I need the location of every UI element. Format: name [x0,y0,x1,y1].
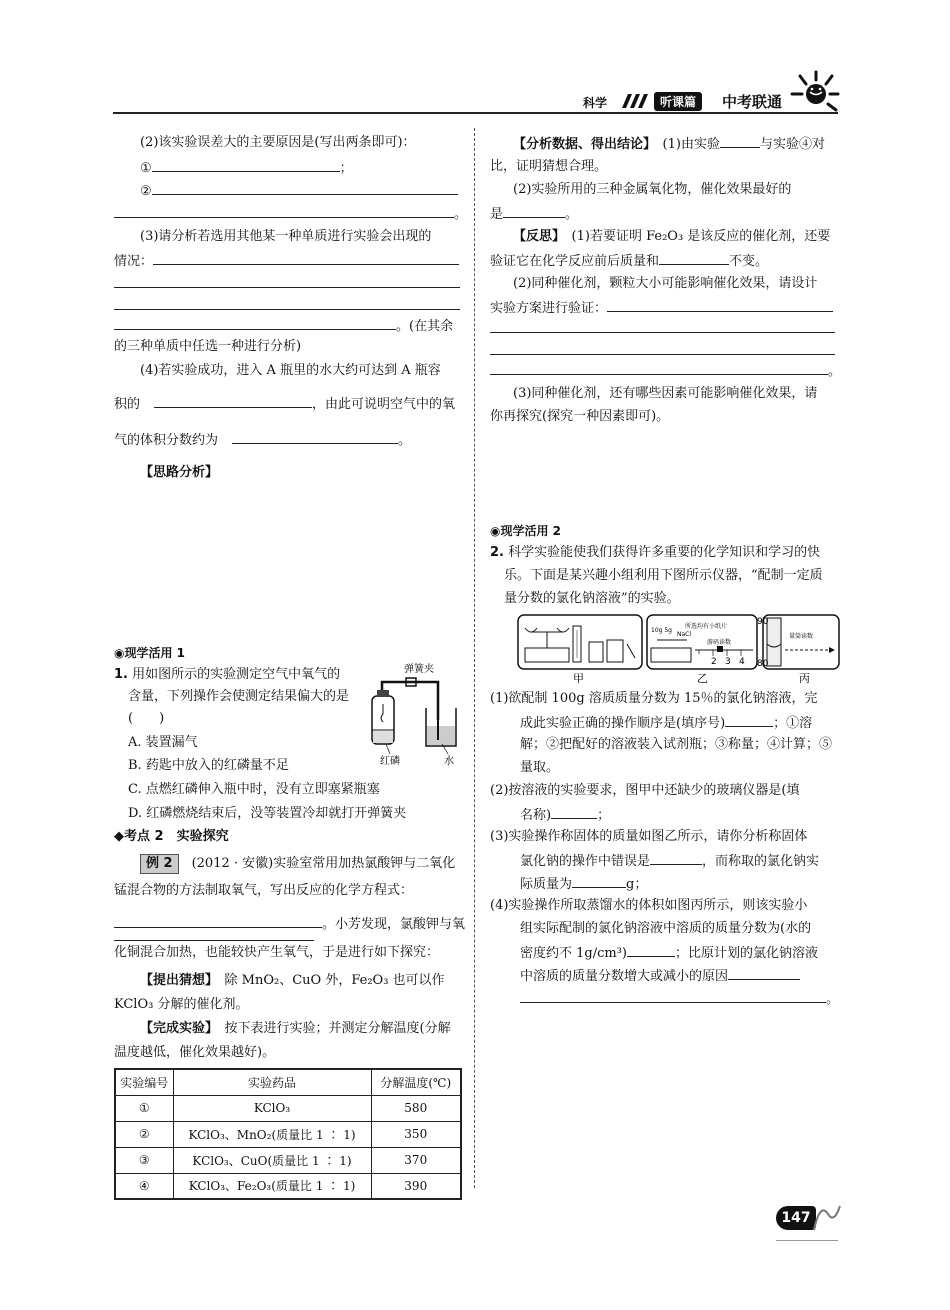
q2-item1 [140,158,353,178]
xian1-paren: ( ) [128,711,165,726]
data-2b-line [490,204,578,224]
q3-tail: 。(在其余 [396,319,454,334]
q3-blank3[interactable] [114,309,460,310]
reflect-blank1[interactable] [659,251,729,265]
reflect-blank5[interactable] [490,361,828,375]
rider-note: 游码读数 [707,639,732,646]
p1-blank[interactable] [725,713,773,727]
reflect-line1 [513,228,830,246]
header-stripes-icon [622,94,652,108]
q2-end: 。 [454,207,468,222]
header-cell-reagent: 实验药品 [173,1069,371,1095]
cylinder-90: 90 [757,617,769,627]
q3-blank4[interactable] [114,316,396,330]
p3-blank1[interactable] [650,851,702,865]
p4-blank3[interactable] [520,989,826,1003]
reflect-1b: 验证它在化学反应前后质量和 [490,254,660,269]
q3-line2 [114,251,459,271]
reflect-2end-line [490,361,841,381]
complete-text: 按下表进行实验；并测定分解温度(分解 [224,1021,451,1036]
reflect-1c: 不变。 [729,254,769,269]
wave-decoration-icon [812,1200,842,1234]
q2-blank1[interactable] [152,158,340,172]
data-2b: 是 [490,207,504,222]
data-1c: 比，证明猜想合理。 [490,159,608,174]
xian2-line1 [490,544,820,562]
p4-line1: (4)实验操作所取蒸馏水的体积如图丙所示，则该实验小 [490,898,808,913]
cell-reagent: KClO₃、Fe₂O₃(质量比 1 ∶ 1) [173,1173,371,1199]
p3c2: g； [626,877,648,892]
data-2a: (2)实验所用的三种金属氧化物，催化效果最好的 [513,182,792,197]
cell-temp: 390 [371,1173,461,1199]
xian1-q1b: 含量，下列操作会使测定结果偏大的是 [128,689,350,704]
header-series-title: 中考联通 [722,93,783,111]
nacl-label: NaCl [677,631,692,638]
water-label: 水 [444,756,454,767]
kaodian-2: ◆考点 2 实验探究 [114,829,229,844]
q4-line3-prefix: 气的体积分数约为 [114,433,219,448]
cell-id: ② [115,1121,173,1147]
data-line1 [513,134,825,154]
header-cell-temp: 分解温度(℃) [371,1069,461,1095]
header-pill: 听课篇 [654,92,702,111]
experiment-table [114,1068,462,1200]
q4-line1: (4)若实验成功，进入 A 瓶里的水大约可达到 A 瓶容 [140,363,441,378]
q2-intro: (2)该实验误差大的主要原因是(写出两条即可)： [140,135,416,150]
example-2-badge: 例 2 [140,854,179,874]
cell-reagent: KClO₃、MnO₂(质量比 1 ∶ 1) [173,1121,371,1147]
cell-reagent: KClO₃ [173,1095,371,1121]
scale-num-4: 4 [739,657,745,667]
q2-item1-end: ； [339,161,353,176]
p1-line2 [520,713,812,733]
header-subject: 科学 [583,96,608,110]
reflect-title: 【反思】 [513,229,559,244]
q2-blank2-cont[interactable] [114,204,454,218]
reflect-blank3[interactable] [490,332,835,333]
q2-item1-label: ① [140,161,152,176]
ex2-line1 [140,854,455,874]
xian1-q1-num: 1. [114,667,128,682]
ex2-line3-text: 。小芳发现，氯酸钾与氧 [322,917,466,932]
p1-line3: 解；②把配好的溶液装入试剂瓶；③称量；④计算；⑤ [520,737,833,752]
guess-text: 除 MnO₂、CuO 外，Fe₂O₃ 也可以作 [224,973,445,988]
data-2c: 。 [565,207,579,222]
complete-line1 [140,1020,451,1038]
p2-blank[interactable] [551,805,597,819]
cell-id: ③ [115,1147,173,1173]
xian2-line3: 量分数的氯化钠溶液”的实验。 [504,591,680,606]
data-blank1[interactable] [720,134,760,148]
reflect-2a: (2)同种催化剂，颗粒大小可能影响催化效果，请设计 [513,276,818,291]
ex2-line3 [114,914,465,934]
q2-item2-cont [114,204,467,224]
table-row [115,1173,461,1199]
p3c: 际质量为 [520,877,573,892]
xian2-num: 2. [490,545,504,560]
p3-line3 [520,874,647,894]
q3-blank2[interactable] [114,287,460,288]
scale-num-3: 3 [725,657,731,667]
cell-id: ④ [115,1173,173,1199]
option-a: A. 装置漏气 [128,735,198,750]
reflect-1b-line [490,251,768,271]
option-c: C. 点燃红磷伸入瓶中时，没有立即塞紧瓶塞 [128,782,380,797]
guess-line2: KClO₃ 分解的催化剂。 [114,997,249,1012]
q2-item2-label: ② [140,184,152,199]
analysis-title: 【思路分析】 [140,465,219,480]
instruments-figure [517,614,841,692]
xian2-1: 科学实验能使我们获得许多重要的化学知识和学习的快 [508,545,821,560]
q3-blank1[interactable] [153,251,459,265]
header-cell-id: 实验编号 [115,1069,173,1095]
p1-line1: (1)欲配制 100g 溶质质量分数为 15％的氯化钠溶液，完 [490,691,818,706]
sun-logo-icon [788,70,840,114]
q3-line-tail [114,316,453,336]
p2-line2 [520,805,610,825]
q4-suffix: ，由此可说明空气中的氧 [312,397,456,412]
q4-line3 [114,430,411,450]
data-blank2[interactable] [503,204,565,218]
cylinder-80: 80 [757,659,769,669]
p4-line4 [520,966,800,986]
table-row [115,1121,461,1147]
q2-item2 [140,181,458,201]
p3-blank2[interactable] [572,874,626,888]
xian2-title: ◉现学活用 2 [490,524,561,538]
complete-line2: 温度越低，催化效果越好)。 [114,1045,276,1060]
reflect-3a: (3)同种催化剂，还有哪些因素可能影响催化效果，请 [513,386,818,401]
option-b: B. 药匙中放入的红磷量不足 [128,758,289,773]
q4-line2 [114,394,455,414]
xian2-line2: 乐。下面是某兴趣小组利用下图所示仪器，“配制一定质 [504,568,823,583]
header-rule [113,112,838,114]
weights-label: 10g 5g [651,627,672,634]
cell-reagent: KClO₃、CuO(质量比 1 ∶ 1) [173,1147,371,1173]
p4d: 中溶质的质量分数增大或减小的原因 [520,969,729,984]
p4-blank2[interactable] [728,966,800,980]
figure-label-jia: 甲 [573,672,584,685]
cell-id: ① [115,1095,173,1121]
p2b: 名称) [520,808,552,823]
q4-prefix: 积的 [114,397,141,412]
q3-line-last: 的三种单质中任选一种进行分析) [114,339,302,354]
option-d: D. 红磷燃烧结束后，没等装置冷却就打开弹簧夹 [128,806,407,821]
q4-line3-end: 。 [398,433,412,448]
q2-blank2[interactable] [152,181,458,195]
apparatus-figure [356,660,468,768]
reflect-blank4[interactable] [490,354,835,355]
cell-temp: 580 [371,1095,461,1121]
ex2-line2: 锰混合物的方法制取氧气，写出反应的化学方程式： [114,883,414,898]
footer-rule [776,1240,838,1241]
reflect-1a: (1)若要证明 Fe₂O₃ 是该反应的催化剂，还要 [571,229,831,244]
scale-num-2: 2 [711,657,717,667]
p4c: 密度约不 1g/cm³) [520,946,627,961]
p3-line1: (3)实验操作称固体的质量如图乙所示，请你分析称固体 [490,829,808,844]
p4end: 。 [826,992,840,1007]
guess-line1 [140,972,445,990]
page-number: 147 [776,1206,816,1230]
ex2-line1-text: (2012 · 安徽)实验室常用加热氯酸钾与二氧化 [191,856,456,871]
p2c: ； [597,808,611,823]
equation-blank-2[interactable] [114,940,314,941]
reflect-2end: 。 [828,364,842,379]
xian1-title: ◉现学活用 1 [114,646,185,660]
cylinder-note: 量筒读数 [789,633,814,640]
q4-blank1[interactable] [154,394,312,408]
figure-label-yi: 乙 [697,672,708,685]
ex2-line4: 化铜混合加热，也能较快产生氧气，于是进行如下探究： [114,945,440,960]
p1-line4: 量取。 [520,760,560,775]
complete-title: 【完成实验】 [140,1021,212,1036]
reflect-2b: 实验方案进行验证： [490,301,608,316]
cell-temp: 350 [371,1121,461,1147]
p4-line5 [520,989,839,1009]
p4-line3 [520,943,818,963]
table-header-row [115,1069,461,1095]
reflect-blank2[interactable] [607,298,833,312]
p1b: 成此实验正确的操作顺序是(填序号) [520,716,726,731]
q3-label: 情况： [114,254,154,269]
equation-blank[interactable] [114,914,322,928]
spring-clip-label: 弹簧夹 [404,664,434,675]
p3-line2 [520,851,819,871]
data-title: 【分析数据、得出结论】 [513,137,650,152]
p2-line1: (2)按溶液的实验要求，图甲中还缺少的玻璃仪器是(填 [490,783,800,798]
cell-temp: 370 [371,1147,461,1173]
table-row [115,1095,461,1121]
phosphorus-label: 红磷 [380,756,400,767]
reflect-2b-line [490,298,833,318]
p3b: 氯化钠的操作中错误是 [520,854,651,869]
figure-label-bing: 丙 [799,672,810,685]
xian1-q1-text: 用如图所示的实验测定空气中氧气的 [132,667,341,682]
p4-blank1[interactable] [627,943,675,957]
data-1a: (1)由实验 [662,137,720,152]
paper-note: 所选均有小纸片 [685,623,728,630]
p4c2: ；比原计划的氯化钠溶液 [675,946,819,961]
column-divider [474,128,475,1188]
p1b2: ；①溶 [773,716,813,731]
p4-line2: 组实际配制的氯化钠溶液中溶质的质量分数为(水的 [520,921,812,936]
p3b2: ，而称取的氯化钠实 [702,854,820,869]
guess-title: 【提出猜想】 [140,973,212,988]
reflect-3b: 你再探究(探究一种因素即可)。 [490,409,670,424]
table-row [115,1147,461,1173]
xian1-q1 [114,666,340,684]
data-1b: 与实验④对 [759,137,825,152]
q4-blank2[interactable] [232,430,398,444]
q3-line1: (3)请分析若选用其他某一种单质进行实验会出现的 [140,229,432,244]
